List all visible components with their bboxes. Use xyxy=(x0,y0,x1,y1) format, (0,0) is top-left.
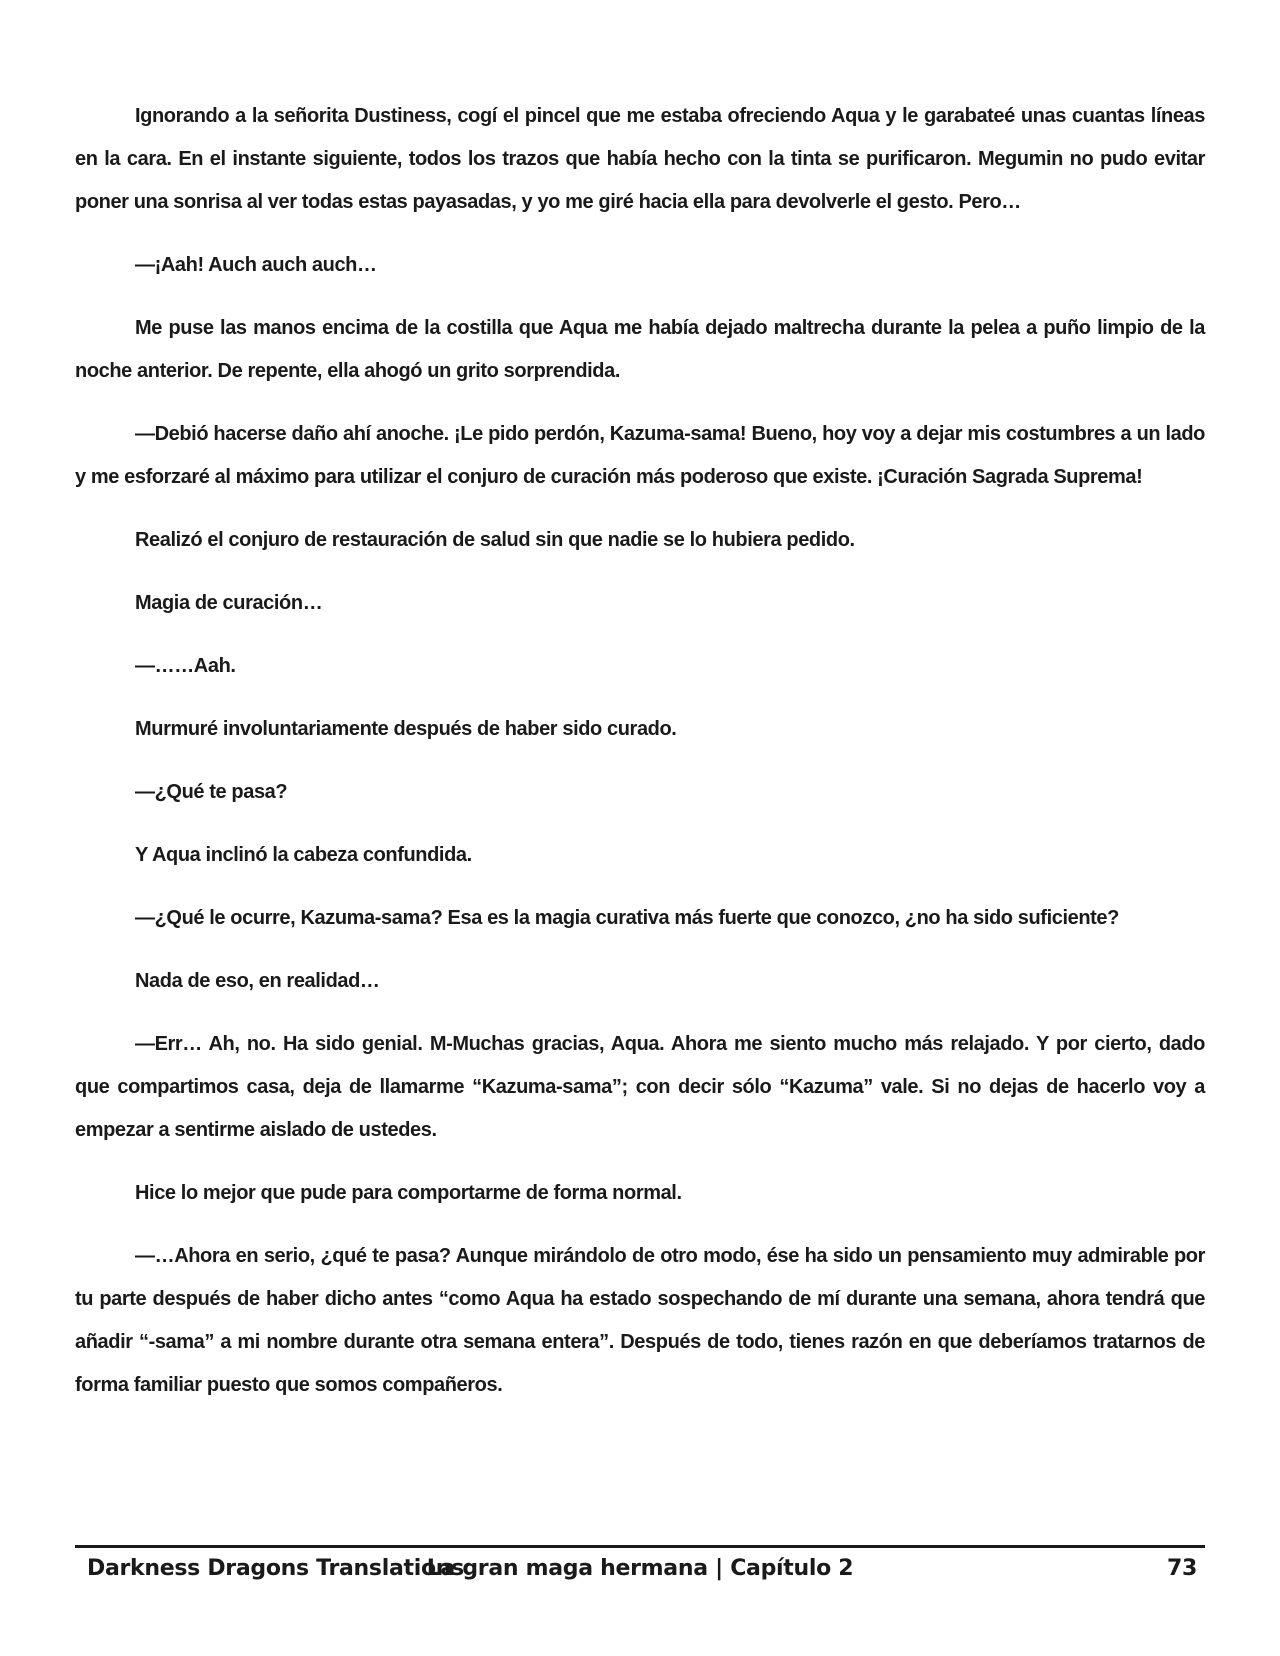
paragraph: Ignorando a la señorita Dustiness, cogí el pincel que me estaba ofreciendo Aqua y le garabateé unas cuantas líneas en la cara. En el instante siguiente, todos los trazos que había hecho con la tinta se purificaron. Megumin no pudo evitar poner una sonrisa al ver todas estas payasadas, y yo me giré hacia ella para devolverle el gesto. Pero… xyxy=(75,105,1205,213)
paragraph: —¿Qué te pasa? xyxy=(135,781,288,803)
paragraph: Y Aqua inclinó la cabeza confundida. xyxy=(135,844,472,866)
paragraph: Me puse las manos encima de la costilla que Aqua me había dejado maltrecha durante la pelea a puño limpio de la noche anterior. De repente, ella ahogó un grito sorprendida. xyxy=(75,317,1205,382)
paragraph: Murmuré involuntariamente después de haber sido curado. xyxy=(135,718,677,740)
paragraph: —…Ahora en serio, ¿qué te pasa? Aunque mirándolo de otro modo, ése ha sido un pensamiento muy admirable por tu parte después de haber dicho antes “como Aqua ha estado sospechando de mí durante una semana, ahora tendrá que añadir “-sama” a mi nombre durante otra semana entera”. Después de todo, tienes razón en que deberíamos tratarnos de forma familiar puesto que somos compañeros. xyxy=(75,1245,1205,1396)
paragraph: —¡Aah! Auch auch auch… xyxy=(135,254,377,276)
page-footer xyxy=(75,1556,1205,1590)
paragraph: Realizó el conjuro de restauración de salud sin que nadie se lo hubiera pedido. xyxy=(135,529,855,551)
paragraph: —Err… Ah, no. Ha sido genial. M-Muchas gracias, Aqua. Ahora me siento mucho más relajado. Y por cierto, dado que compartimos casa, deja de llamarme “Kazuma-sama”; con decir sólo “Kazuma” vale. Si no dejas de hacerlo voy a empezar a sentirme aislado de ustedes. xyxy=(75,1033,1205,1141)
footer-chapter-title: La gran maga hermana | Capítulo 2 xyxy=(426,1556,854,1581)
paragraph: Magia de curación… xyxy=(135,592,323,614)
paragraph: —¿Qué le ocurre, Kazuma-sama? Esa es la magia curativa más fuerte que conozco, ¿no ha sido suficiente? xyxy=(135,907,1119,929)
paragraph: —……Aah. xyxy=(135,655,236,677)
footer-divider xyxy=(75,1545,1205,1548)
paragraph: Nada de eso, en realidad… xyxy=(135,970,380,992)
paragraph: Hice lo mejor que pude para comportarme de forma normal. xyxy=(135,1182,682,1204)
footer-translator-name: Darkness Dragons Translations xyxy=(87,1556,464,1581)
footer-page-number: 73 xyxy=(1166,1556,1197,1581)
paragraph: —Debió hacerse daño ahí anoche. ¡Le pido perdón, Kazuma-sama! Bueno, hoy voy a dejar mis costumbres a un lado y me esforzaré al máximo para utilizar el conjuro de curación más poderoso que existe. ¡Curación Sagrada Suprema! xyxy=(75,423,1205,488)
body-text xyxy=(75,95,1205,1427)
